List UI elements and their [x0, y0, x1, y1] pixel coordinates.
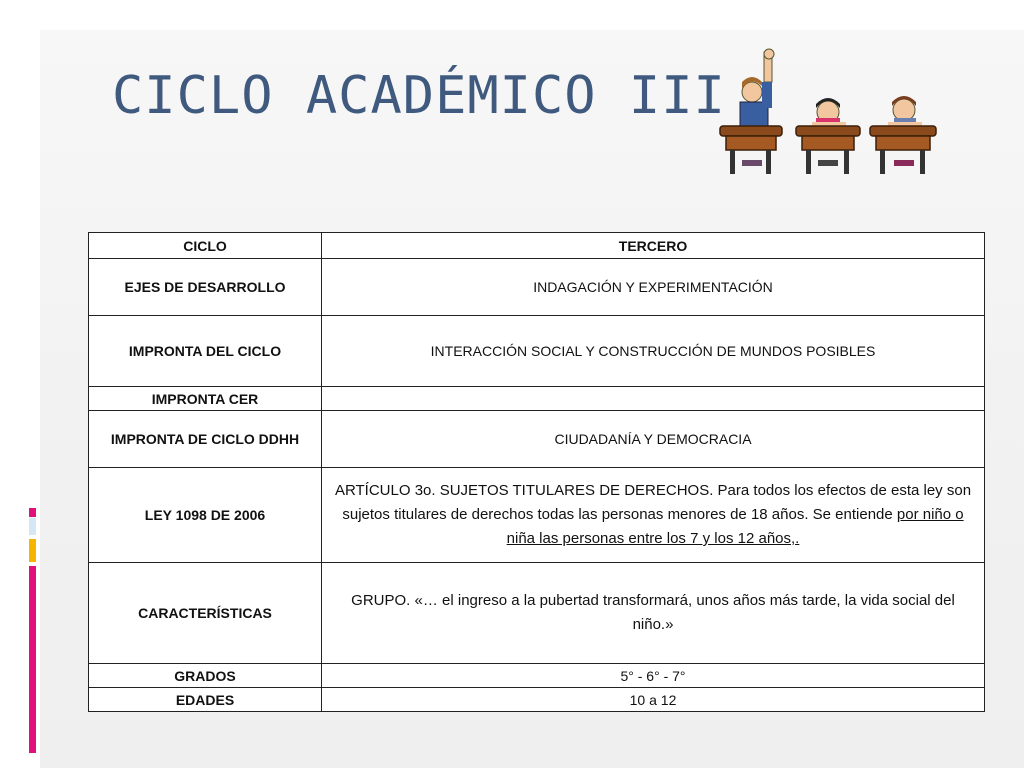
cycle-info-table — [88, 232, 985, 712]
row-label: GRADOS — [89, 664, 322, 688]
left-accent-bar-blue — [29, 518, 36, 535]
table-row — [89, 664, 985, 688]
row-value: TERCERO — [322, 233, 985, 259]
table-row — [89, 316, 985, 387]
row-label: CARACTERÍSTICAS — [89, 563, 322, 664]
desk-2 — [796, 126, 860, 174]
row-label: IMPRONTA CER — [89, 387, 322, 411]
desk-1 — [720, 126, 782, 174]
row-value: 10 a 12 — [322, 688, 985, 712]
table-row — [89, 688, 985, 712]
row-value — [322, 387, 985, 411]
table-row — [89, 233, 985, 259]
slide-title: CICLO ACADÉMICO III — [112, 66, 726, 126]
row-value: 5° - 6° - 7° — [322, 664, 985, 688]
row-label: EDADES — [89, 688, 322, 712]
left-accent-bar-pink — [29, 566, 36, 753]
row-label: IMPRONTA DE CICLO DDHH — [89, 411, 322, 468]
law-text-underlined: por niño o niña las personas entre los 7 y los 12 años,. — [506, 506, 964, 547]
row-value: INTERACCIÓN SOCIAL Y CONSTRUCCIÓN DE MUNDOS POSIBLES — [322, 316, 985, 387]
row-value: INDAGACIÓN Y EXPERIMENTACIÓN — [322, 259, 985, 316]
law-text-main: ARTÍCULO 3o. SUJETOS TITULARES DE DERECHOS. Para todos los efectos de esta ley son sujetos titulares de derechos todas las personas menores de 18 años. Se entiende — [334, 482, 972, 523]
left-accent-bar-yellow — [29, 539, 36, 562]
row-value: GRUPO. «… el ingreso a la pubertad transformará, unos años más tarde, la vida social del niño.» — [322, 563, 985, 664]
row-label: LEY 1098 DE 2006 — [89, 468, 322, 563]
student-writing — [888, 96, 922, 130]
table-row — [89, 387, 985, 411]
table-row — [89, 563, 985, 664]
row-label: EJES DE DESARROLLO — [89, 259, 322, 316]
row-value-law-text — [322, 468, 985, 563]
students-at-desks-illustration — [718, 48, 940, 180]
row-label: CICLO — [89, 233, 322, 259]
row-label: IMPRONTA DEL CICLO — [89, 316, 322, 387]
row-value: CIUDADANÍA Y DEMOCRACIA — [322, 411, 985, 468]
left-accent-bar-pink-top — [29, 508, 36, 517]
student-resting — [812, 98, 846, 130]
table-row — [89, 259, 985, 316]
table-row — [89, 468, 985, 563]
desk-3 — [870, 126, 936, 174]
table-row — [89, 411, 985, 468]
student-raising-hand — [740, 49, 774, 128]
